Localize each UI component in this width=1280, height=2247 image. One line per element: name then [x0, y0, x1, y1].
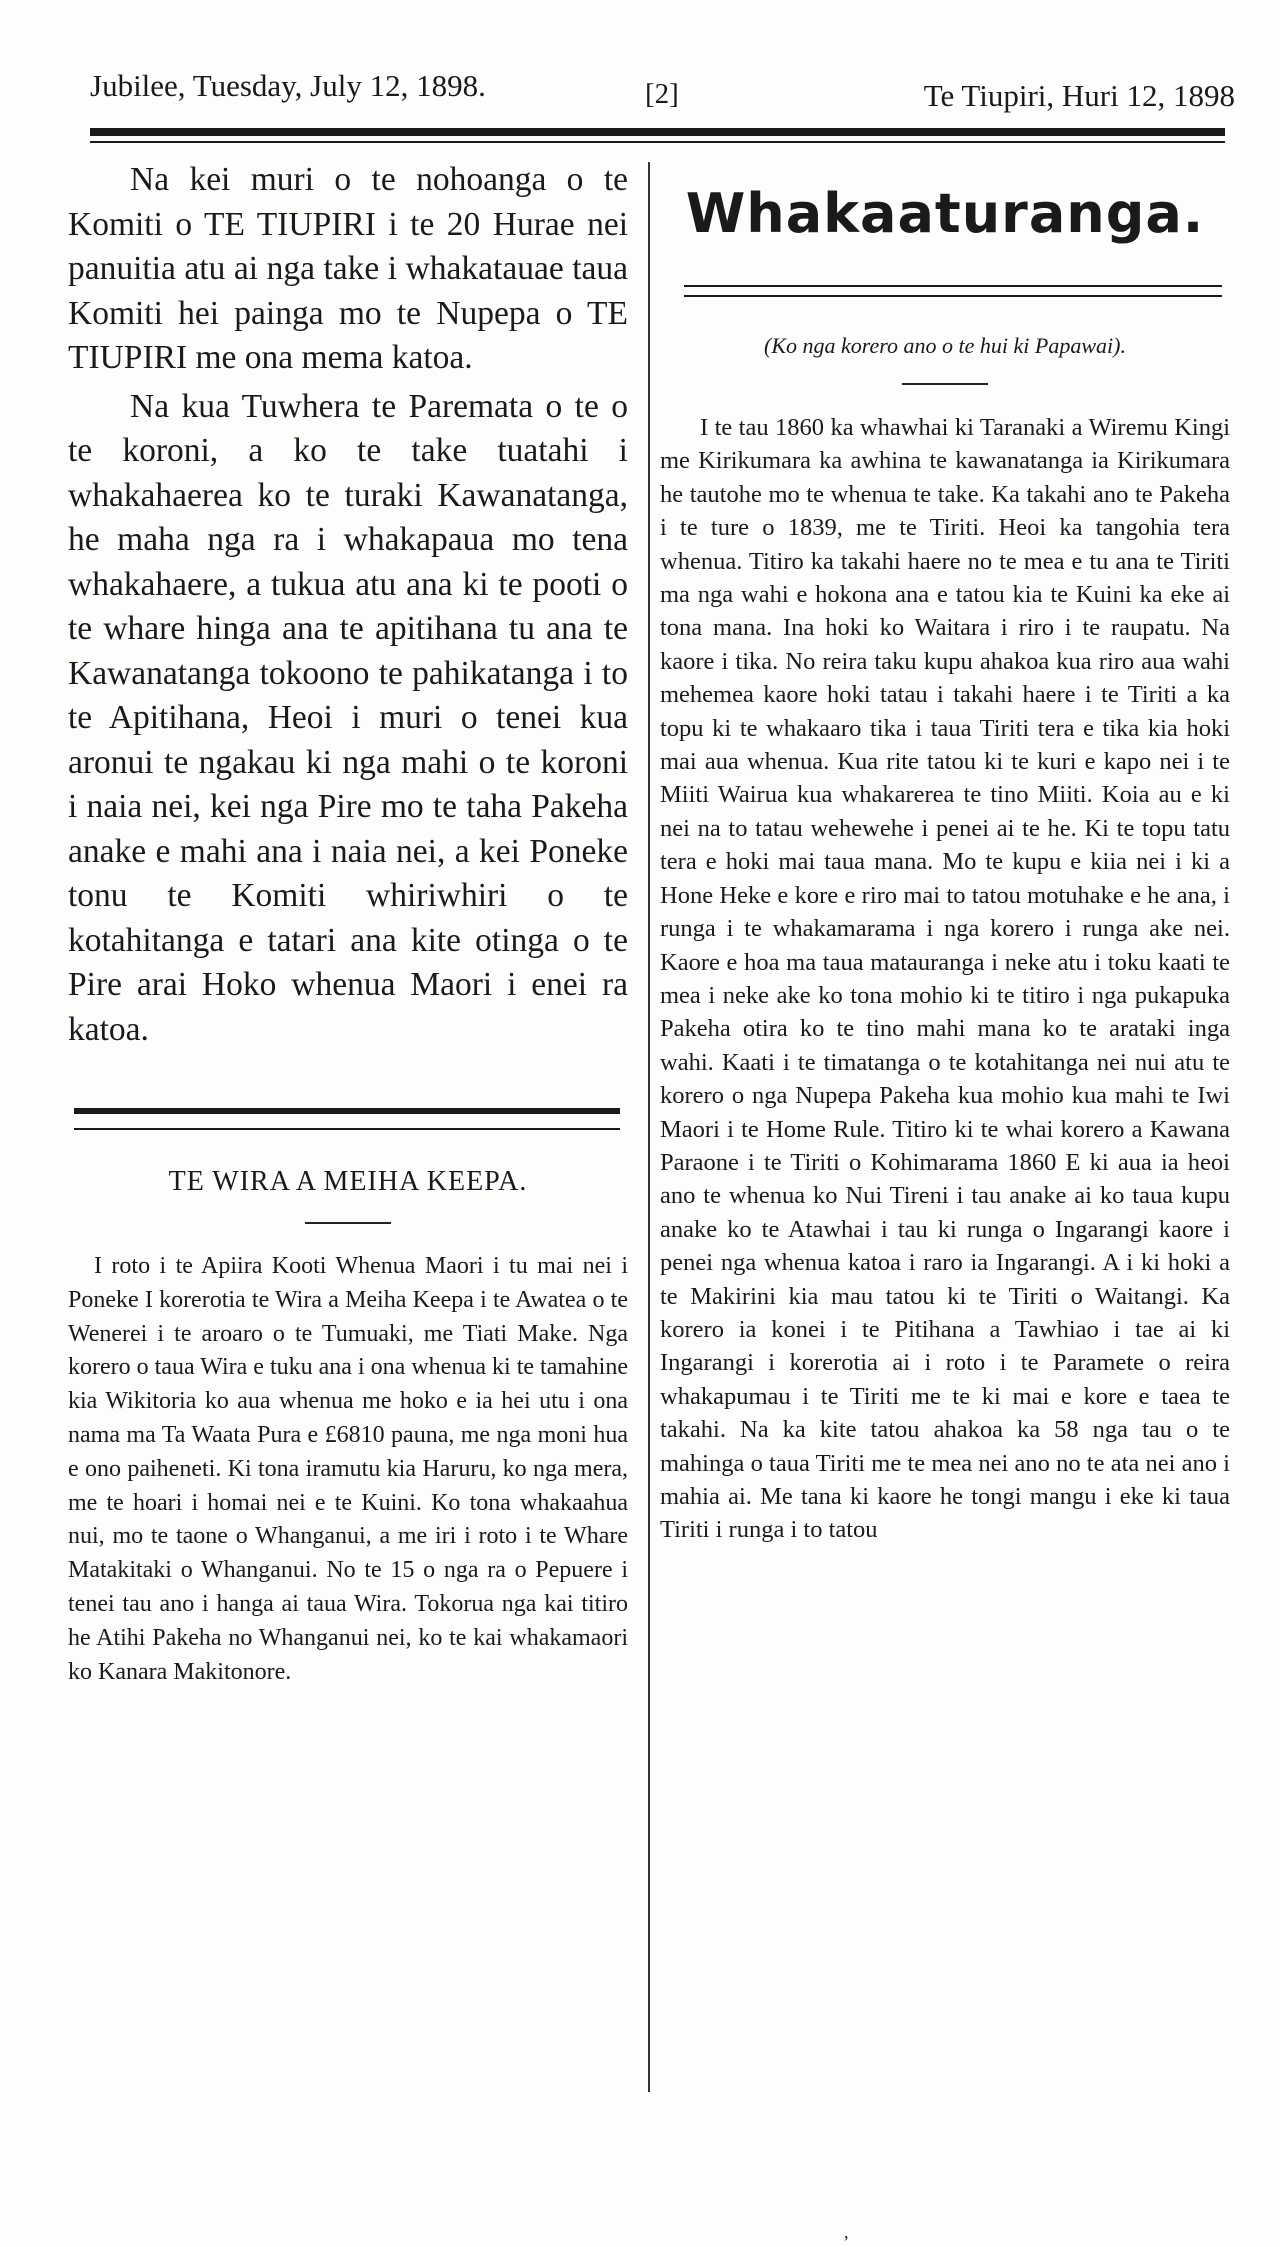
title-double-rule — [684, 285, 1222, 297]
masthead-date-english: Jubilee, Tuesday, July 12, 1898. — [90, 68, 486, 103]
subtitle-underline — [902, 383, 988, 385]
masthead — [90, 68, 1235, 128]
section-title: TE WIRA A MEIHA KEEPA. — [168, 1166, 528, 1197]
left-column — [68, 158, 628, 1689]
section-body — [68, 1250, 628, 1689]
masthead-date-maori: Te Tiupiri, Huri 12, 1898 — [923, 78, 1235, 113]
section-separator — [74, 1108, 620, 1130]
footer-mark: , — [844, 2222, 849, 2242]
title-underline — [305, 1222, 391, 1224]
article-paragraph-1: I te tau 1860 ka whawhai ki Taranaki a Wiremu Kingi me Kirikumara ka awhina te kawanatanga ia Kirikumara he tautohe mo te whenua te take. Ka takahi ano te Pakeha i te ture o 1839, me te Tiriti. Heoi ka tangohia tera whenua. Titiro ka takahi haere no te mea e tu ana te Tiriti ma nga wahi e hokona ana e tatou kia te Kuini ka eke ai tona mana. Ina hoki ko Waitara i riro i te raupatu. Na kaore i tika. No reira taku kupu ahakoa kua riro aua wahi mehemea kaore hoki tatau i takahi haere i te Tiriti a ka topu ki te whakaaro tika i taua Tiriti tera e tika kia hoki mai aua whenua. Kua rite tatou ki te kuri e kapo nei i te Miiti Wairua kua whakarerea te tino Miiti. Koia au e ki nei na to tatau wehewehe i penei ai te he. Ki te topu tatu tera e hoki mai taua mana. Mo te kupu e kiia nei i ki a Hone Heke e kore e riro mai to tatou motuhake e he ana, i runga i te whakamarama i nga korero i runga ake nei. Kaore e hoa ma taua matauranga i neke atu i toku kaati te mea i neke ake ko tona mohio ki te titiro i nga pukapuka Pakeha otira ko te tino mahi mana ko te arataki inga wahi. Kaati i te timatanga o te kotahitanga nei nui atu te korero o nga Nupepa Pakeha kua mohio kua mahi te Iwi Maori i te Home Rule. Titiro ki te whai korero a Kawana Paraone i te Tiriti o Kohimarama 1860 E ki aua ia heoi ano te whenua ko Nui Tireni i tau anake ai ko taua kupu anake ko te Atawhai i tau ki runga o Ingarangi kaore i penei nga whenua katoa i raro ia Ingarangi. A i ki hoki a te Makirini kia mau tatou ki te Tiriti o Waitangi. Ka korero ia konei i te Pitihana a Tawhiao i tae ai ki Ingarangi i korerotia ai i roto i te Paramete o reira whakapumau i te Tiriti me te ki mai e kore e taea te takahi. Na ka kite tatou ahakoa ka 58 nga tau o te mahinga o taua Tiriti me te mea nei ano no te ata nei ano i mahia ai. Me tana ki kaore he tongi mangu i eke ki taua Tiriti i runga i to tatou — [660, 414, 1230, 1544]
page-number: [2] — [645, 78, 679, 110]
article-title: Whakaaturanga. — [685, 182, 1205, 245]
section-paragraph-1: I roto i te Apiira Kooti Whenua Maori i tu mai nei i Poneke I korerotia te Wira a Meiha Keepa i te Awatea o te Wenerei i te aroaro o te Tumuaki, me Tiati Make. Nga korero o taua Wira e tuku ana i ona whenua ki te tamahine kia Wikitoria ko aua whenua me hoko e ia hei utu i ona nama ma Ta Waata Pura e £6810 pauna, me nga moni hua e ono paiheneti. Ki tona iramutu kia Haruru, ko nga mera, me te hoari i homai nei e te Kuini. Ko tona whakaahua nui, mo te taone o Whanganui, a me iri i roto i te Whare Matakitaki o Whanganui. No te 15 o nga ra o Pepuere i tenei tau ano i hanga ai taua Wira. Tokorua nga kai titiro he Atihi Pakeha no Whanganui nei, ko te kai whakamaori ko Kanara Makitonore. — [68, 1253, 628, 1685]
lead-paragraph-1: Na kei muri o te nohoanga o te Komiti o TE TIUPIRI i te 20 Hurae nei panuitia atu ai nga take i whakatauae taua Komiti hei painga mo te Nupepa o TE TIUPIRI me ona mema katoa. — [68, 161, 628, 376]
masthead-rule — [90, 128, 1225, 136]
right-column — [660, 158, 1230, 1547]
article-body — [660, 411, 1230, 1547]
column-divider — [648, 162, 650, 2092]
lead-paragraph-2: Na kua Tuwhera te Paremata o te o te koroni, a ko te take tuatahi i whakahaerea ko te turaki Kawanatanga, he maha nga ra i whakapaua mo tena whakahaere, a tukua atu ana ki te pooti o te whare hinga ana te apitihana tu ana te Kawanatanga tokoono te pahikatanga i to te Apitihana, Heoi i muri o tenei kua aronui te ngakau ki nga mahi o te koroni i naia nei, kei nga Pire mo te taha Pakeha anake e mahi ana i naia nei, a kei Poneke tonu te Komiti whiriwhiri o te kotahitanga e tatari ana kite otinga o te Pire arai Hoko whenua Maori i enei ra katoa. — [68, 387, 628, 1048]
lead-article — [68, 158, 628, 1052]
article-subtitle: (Ko nga korero ano o te hui ki Papawai). — [764, 333, 1126, 358]
